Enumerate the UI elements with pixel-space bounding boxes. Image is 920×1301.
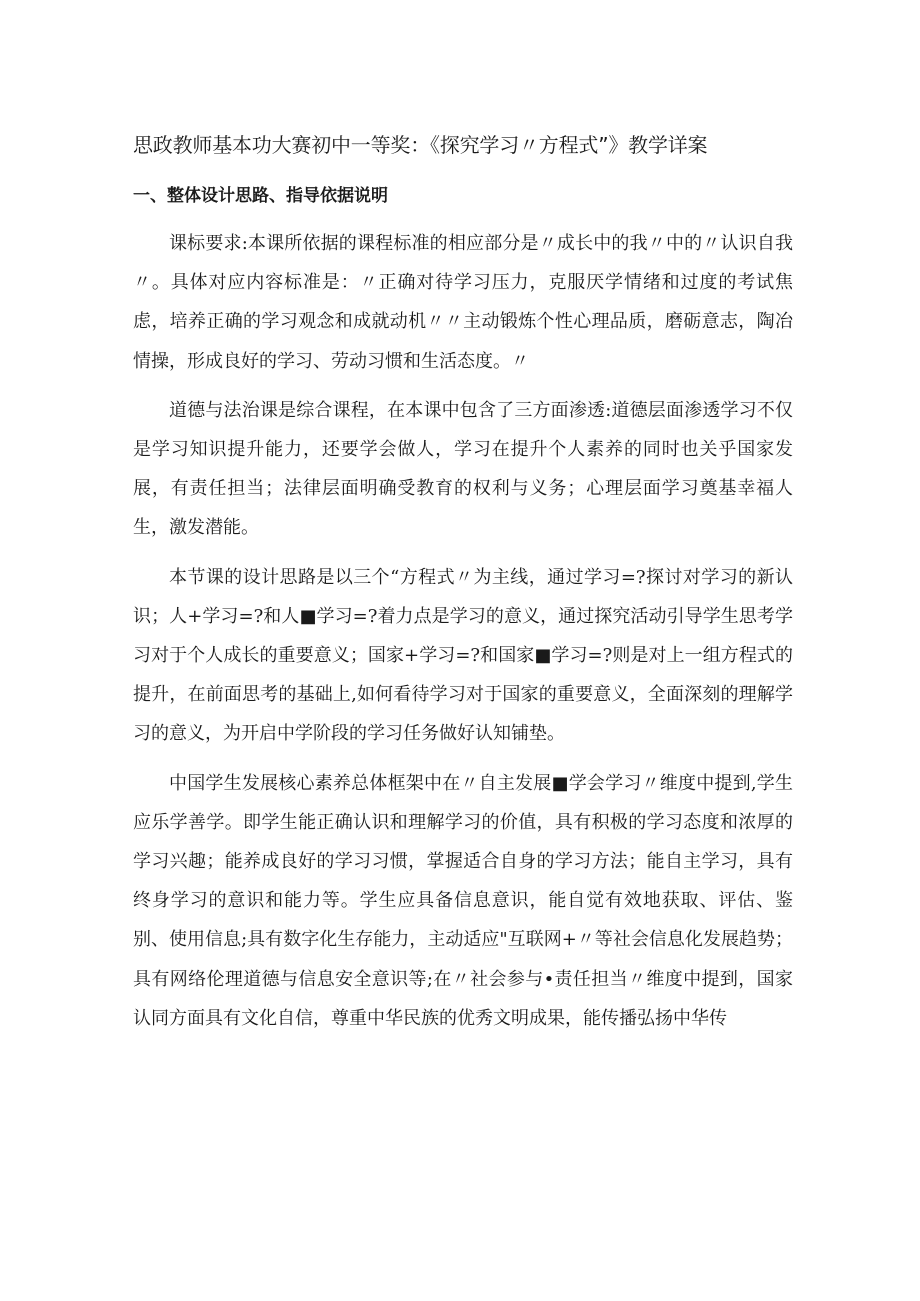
- paragraph-curriculum-requirements: 课标要求:本课所依据的课程标准的相应部分是〃成长中的我〃中的〃认识自我〃。具体对应内容标准是：〃正确对待学习压力，克服厌学情绪和过度的考试焦虑，培养正确的学习观念和成就动机〃〃主动锻炼个性心理品质，磨砺意志，陶冶情操，形成良好的学习、劳动习惯和生活态度。〃: [133, 233, 793, 372]
- paragraph-design-approach: 本节课的设计思路是以三个“方程式〃为主线，通过学习=?探讨对学习的新认识；人+学习=?和人■学习=?着力点是学习的意义，通过探究活动引导学生思考学习对于个人成长的重要意义；国家+学习=?和国家■学习=?则是对上一组方程式的提升，在前面思考的基础上,如何看待学习对于国家的重要意义，全面深刻的理解学习的意义，为开启中学阶段的学习任务做好认知铺垫。: [133, 566, 793, 745]
- document-body: [133, 224, 793, 1048]
- paragraph-core-literacy: 中国学生发展核心素养总体框架中在〃自主发展■学会学习〃维度中提到,学生应乐学善学。即学生能正确认识和理解学习的价值，具有积极的学习态度和浓厚的学习兴趣；能养成良好的学习习惯，掌握适合自身的学习方法；能自主学习，具有终身学习的意识和能力等。学生应具备信息意识，能自觉有效地获取、评估、鉴别、使用信息;具有数字化生存能力，主动适应"互联网+〃等社会信息化发展趋势；具有网络伦理道德与信息安全意识等;在〃社会参与•责任担当〃维度中提到，国家认同方面具有文化自信，尊重中华民族的优秀文明成果，能传播弘扬中华传: [133, 772, 793, 1029]
- document-title: 思政教师基本功大赛初中一等奖：《探究学习〃方程式”》教学详案: [133, 133, 708, 157]
- paragraph-three-aspects: 道德与法治课是综合课程，在本课中包含了三方面渗透:道德层面渗透学习不仅是学习知识提升能力，还要学会做人，学习在提升个人素养的同时也关乎国家发展，有责任担当；法律层面明确受教育的权利与义务；心理层面学习奠基幸福人生，激发潜能。: [133, 399, 793, 539]
- section-heading: 一、整体设计思路、指导依据说明: [133, 186, 388, 206]
